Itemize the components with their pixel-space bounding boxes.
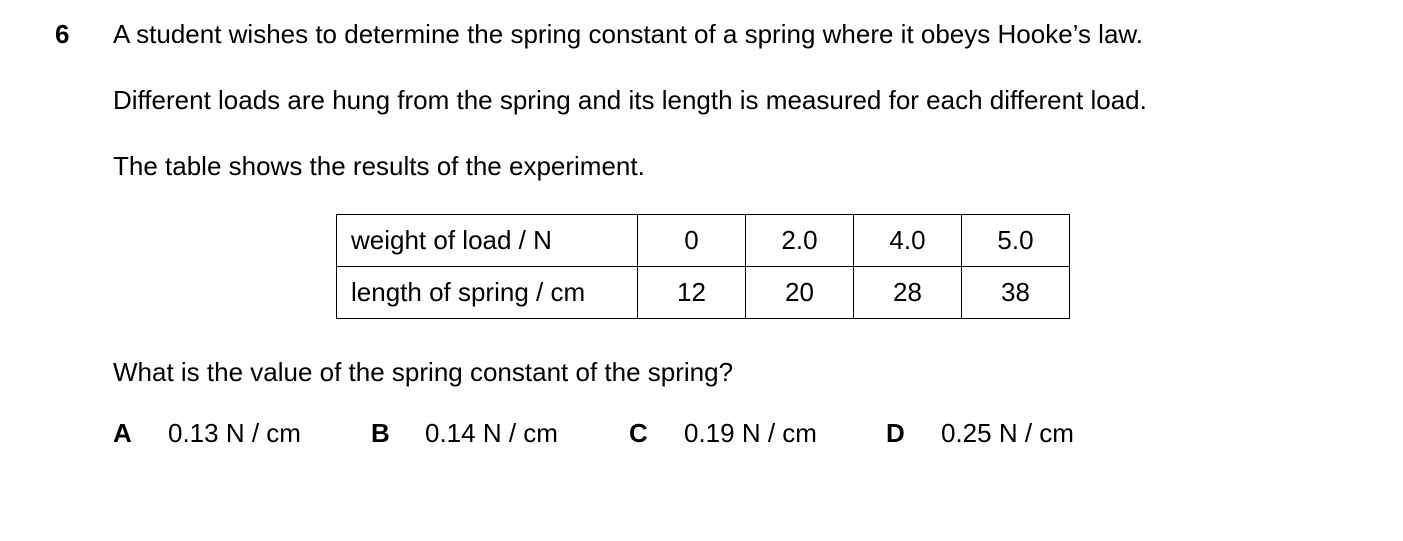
option-a[interactable] [113,418,301,449]
row-label-weight: weight of load / N [337,215,638,267]
table-cell: 12 [638,267,746,319]
table-row-length [337,267,1070,319]
table-intro-paragraph: The table shows the results of the experiment. [113,151,645,181]
question-intro-paragraph: A student wishes to determine the spring constant of a spring where it obeys Hooke’s law. [113,19,1143,49]
option-b[interactable] [371,418,558,449]
table-cell: 4.0 [854,215,962,267]
table-cell: 38 [962,267,1070,319]
option-letter: D [886,418,905,448]
method-paragraph: Different loads are hung from the spring and its length is measured for each different load. [113,85,1147,115]
option-c[interactable] [629,418,817,449]
table-cell: 5.0 [962,215,1070,267]
table-cell: 28 [854,267,962,319]
option-d[interactable] [886,418,1074,449]
table-cell: 0 [638,215,746,267]
row-label-length: length of spring / cm [337,267,638,319]
answer-options [113,418,1113,452]
option-text: 0.25 N / cm [941,418,1074,448]
option-text: 0.13 N / cm [168,418,301,448]
option-text: 0.14 N / cm [425,418,558,448]
table-cell: 20 [746,267,854,319]
option-text: 0.19 N / cm [684,418,817,448]
table-cell: 2.0 [746,215,854,267]
option-letter: A [113,418,132,448]
question-prompt: What is the value of the spring constant of the spring? [113,357,734,387]
question-number: 6 [55,19,70,49]
option-letter: B [371,418,390,448]
option-letter: C [629,418,648,448]
results-table [336,214,1070,319]
table-row-weight [337,215,1070,267]
